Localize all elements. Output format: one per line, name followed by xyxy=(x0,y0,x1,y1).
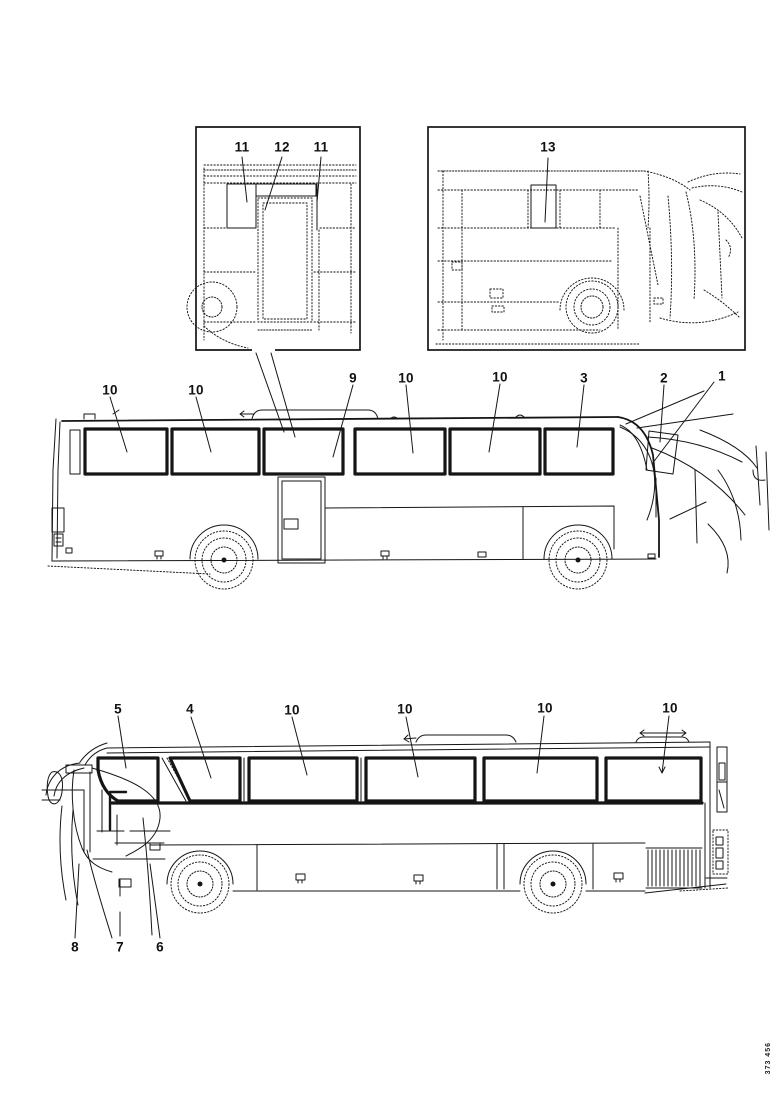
callout-10-h: 10 xyxy=(662,700,678,716)
callout-4: 4 xyxy=(186,701,194,717)
callout-8: 8 xyxy=(71,939,79,955)
callout-10-c: 10 xyxy=(398,370,414,386)
callout-12: 12 xyxy=(274,139,290,155)
callout-9: 9 xyxy=(349,370,357,386)
callout-10-b: 10 xyxy=(188,382,204,398)
callout-10-g: 10 xyxy=(537,700,553,716)
bus-left-side-view xyxy=(42,716,728,938)
bus-right-side-view xyxy=(48,382,769,589)
callout-5: 5 xyxy=(114,701,122,717)
callout-10-e: 10 xyxy=(284,702,300,718)
callout-11-right: 11 xyxy=(313,139,329,155)
callout-1: 1 xyxy=(718,368,726,384)
callout-6: 6 xyxy=(156,939,164,955)
callout-13: 13 xyxy=(540,139,556,155)
callout-10-a: 10 xyxy=(102,382,118,398)
callout-10-d: 10 xyxy=(492,369,508,385)
callout-10-f: 10 xyxy=(397,701,413,717)
drawing-number: 373 456 xyxy=(765,1042,772,1075)
callout-7: 7 xyxy=(116,939,124,955)
inset-front-overview xyxy=(428,127,745,350)
inset-door-detail xyxy=(187,127,360,437)
callout-11-left: 11 xyxy=(234,139,250,155)
callout-3: 3 xyxy=(580,370,588,386)
callout-2: 2 xyxy=(660,370,668,386)
